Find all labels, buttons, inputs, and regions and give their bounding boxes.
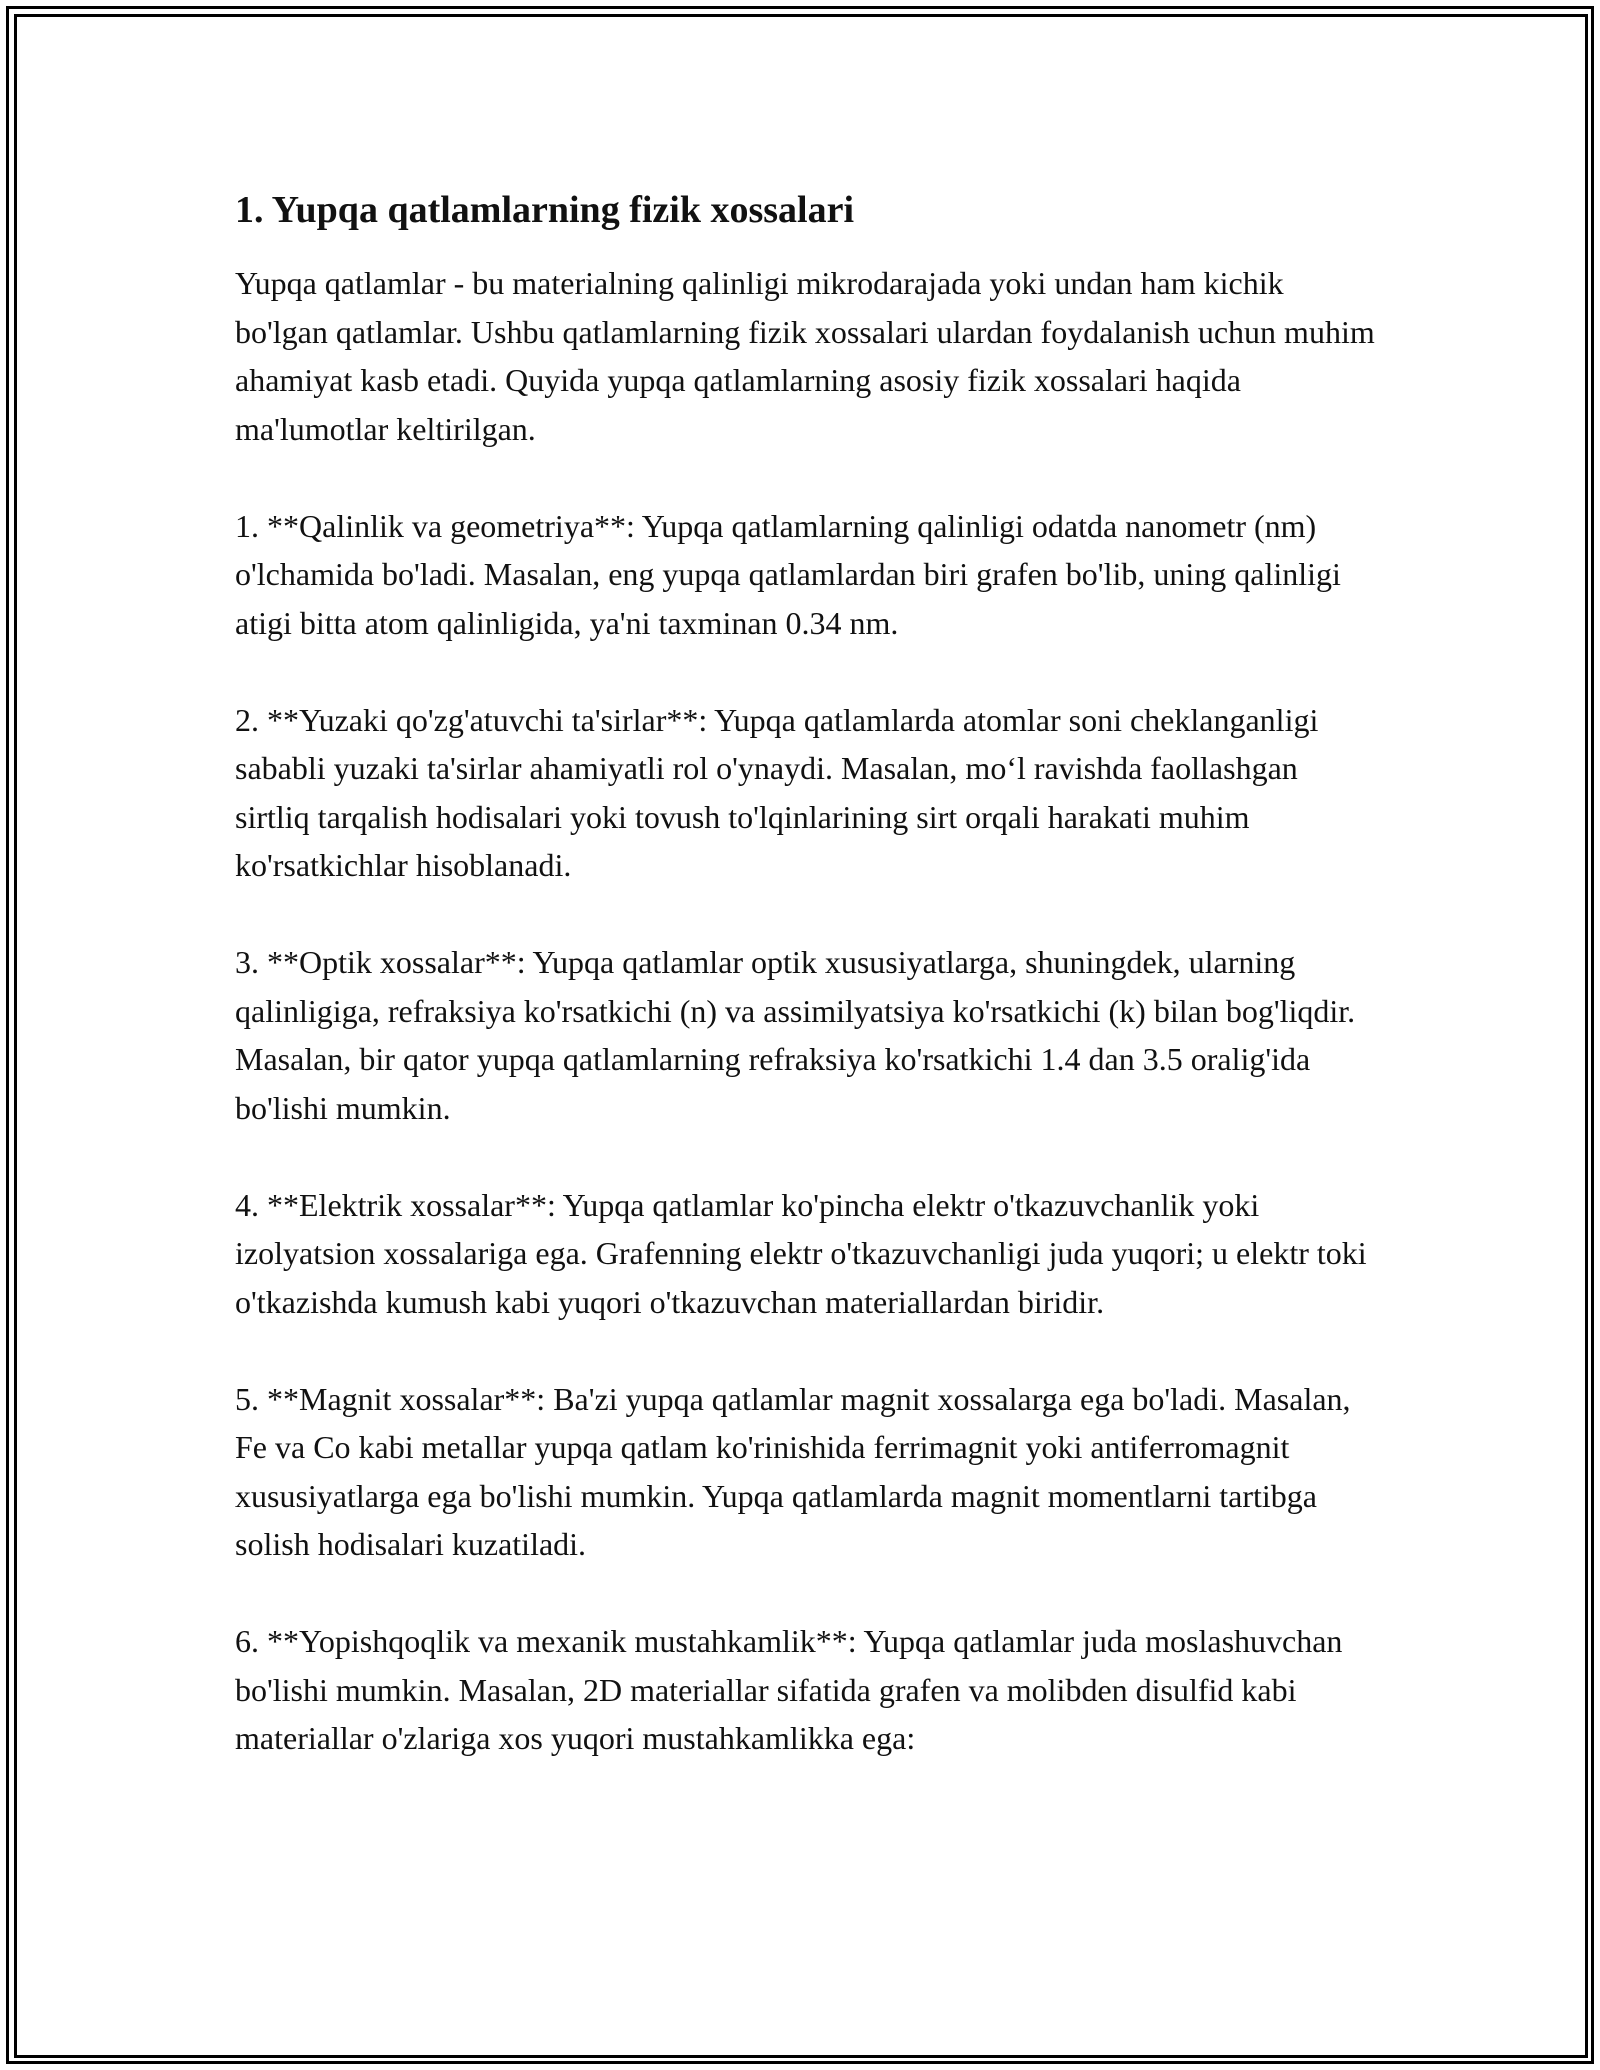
document-body xyxy=(235,185,1375,1763)
list-item-mechanical: 6. **Yopishqoqlik va mexanik mustahkamlik**: Yupqa qatlamlar juda moslashuvchan bo'lishi mumkin. Masalan, 2D materiallar sifatida grafen va molibden disulfid kabi materiallar o'zlariga xos yuqori mustahkamlikka ega: xyxy=(235,1623,1343,1756)
intro-paragraph: Yupqa qatlamlar - bu materialning qalinligi mikrodarajada yoki undan ham kichik bo'lgan qatlamlar. Ushbu qatlamlarning fizik xossalari ulardan foydalanish uchun muhim ahamiyat kasb etadi. Quyida yupqa qatlamlarning asosiy fizik xossalari haqida ma'lumotlar keltirilgan. xyxy=(235,265,1375,447)
section-heading: 1. Yupqa qatlamlarning fizik xossalari xyxy=(235,189,855,231)
list-item-electrical: 4. **Elektrik xossalar**: Yupqa qatlamlar ko'pincha elektr o'tkazuvchanlik yoki izolyatsion xossalariga ega. Grafenning elektr o'tkazuvchanligi juda yuqori; u elektr toki o'tkazishda kumush kabi yuqori o'tkazuvchan materiallardan biridir. xyxy=(235,1186,1367,1320)
list-item-magnetic: 5. **Magnit xossalar**: Ba'zi yupqa qatlamlar magnit xossalarga ega bo'ladi. Masalan, Fe va Co kabi metallar yupqa qatlam ko'rinishida ferrimagnit yoki antiferromagnit xususiyatlarga ega bo'lishi mumkin. Yupqa qatlamlarda magnit momentlarni tartibga solish hodisalari kuzatiladi. xyxy=(235,1380,1351,1562)
list-item-surface-effects: 2. **Yuzaki qo'zg'atuvchi ta'sirlar**: Yupqa qatlamlarda atomlar soni cheklanganligi sababli yuzaki ta'sirlar ahamiyatli rol o'ynaydi. Masalan, mo‘l ravishda faollashgan sirtliq tarqalish hodisalari yoki tovush to'lqinlarining sirt orqali harakati muhim ko'rsatkichlar hisoblanadi. xyxy=(235,701,1319,883)
list-item-optical: 3. **Optik xossalar**: Yupqa qatlamlar optik xususiyatlarga, shuningdek, ularning qalinligiga, refraksiya ko'rsatkichi (n) va assimilyatsiya ko'rsatkichi (k) bilan bog'liqdir. Masalan, bir qator yupqa qatlamlarning refraksiya ko'rsatkichi 1.4 dan 3.5 oralig'ida bo'lishi mumkin. xyxy=(235,944,1356,1126)
list-item-thickness: 1. **Qalinlik va geometriya**: Yupqa qatlamlarning qalinligi odatda nanometr (nm) o'lchamida bo'ladi. Masalan, eng yupqa qatlamlardan biri grafen bo'lib, uning qalinligi atigi bitta atom qalinligida, ya'ni taxminan 0.34 nm. xyxy=(235,507,1341,641)
